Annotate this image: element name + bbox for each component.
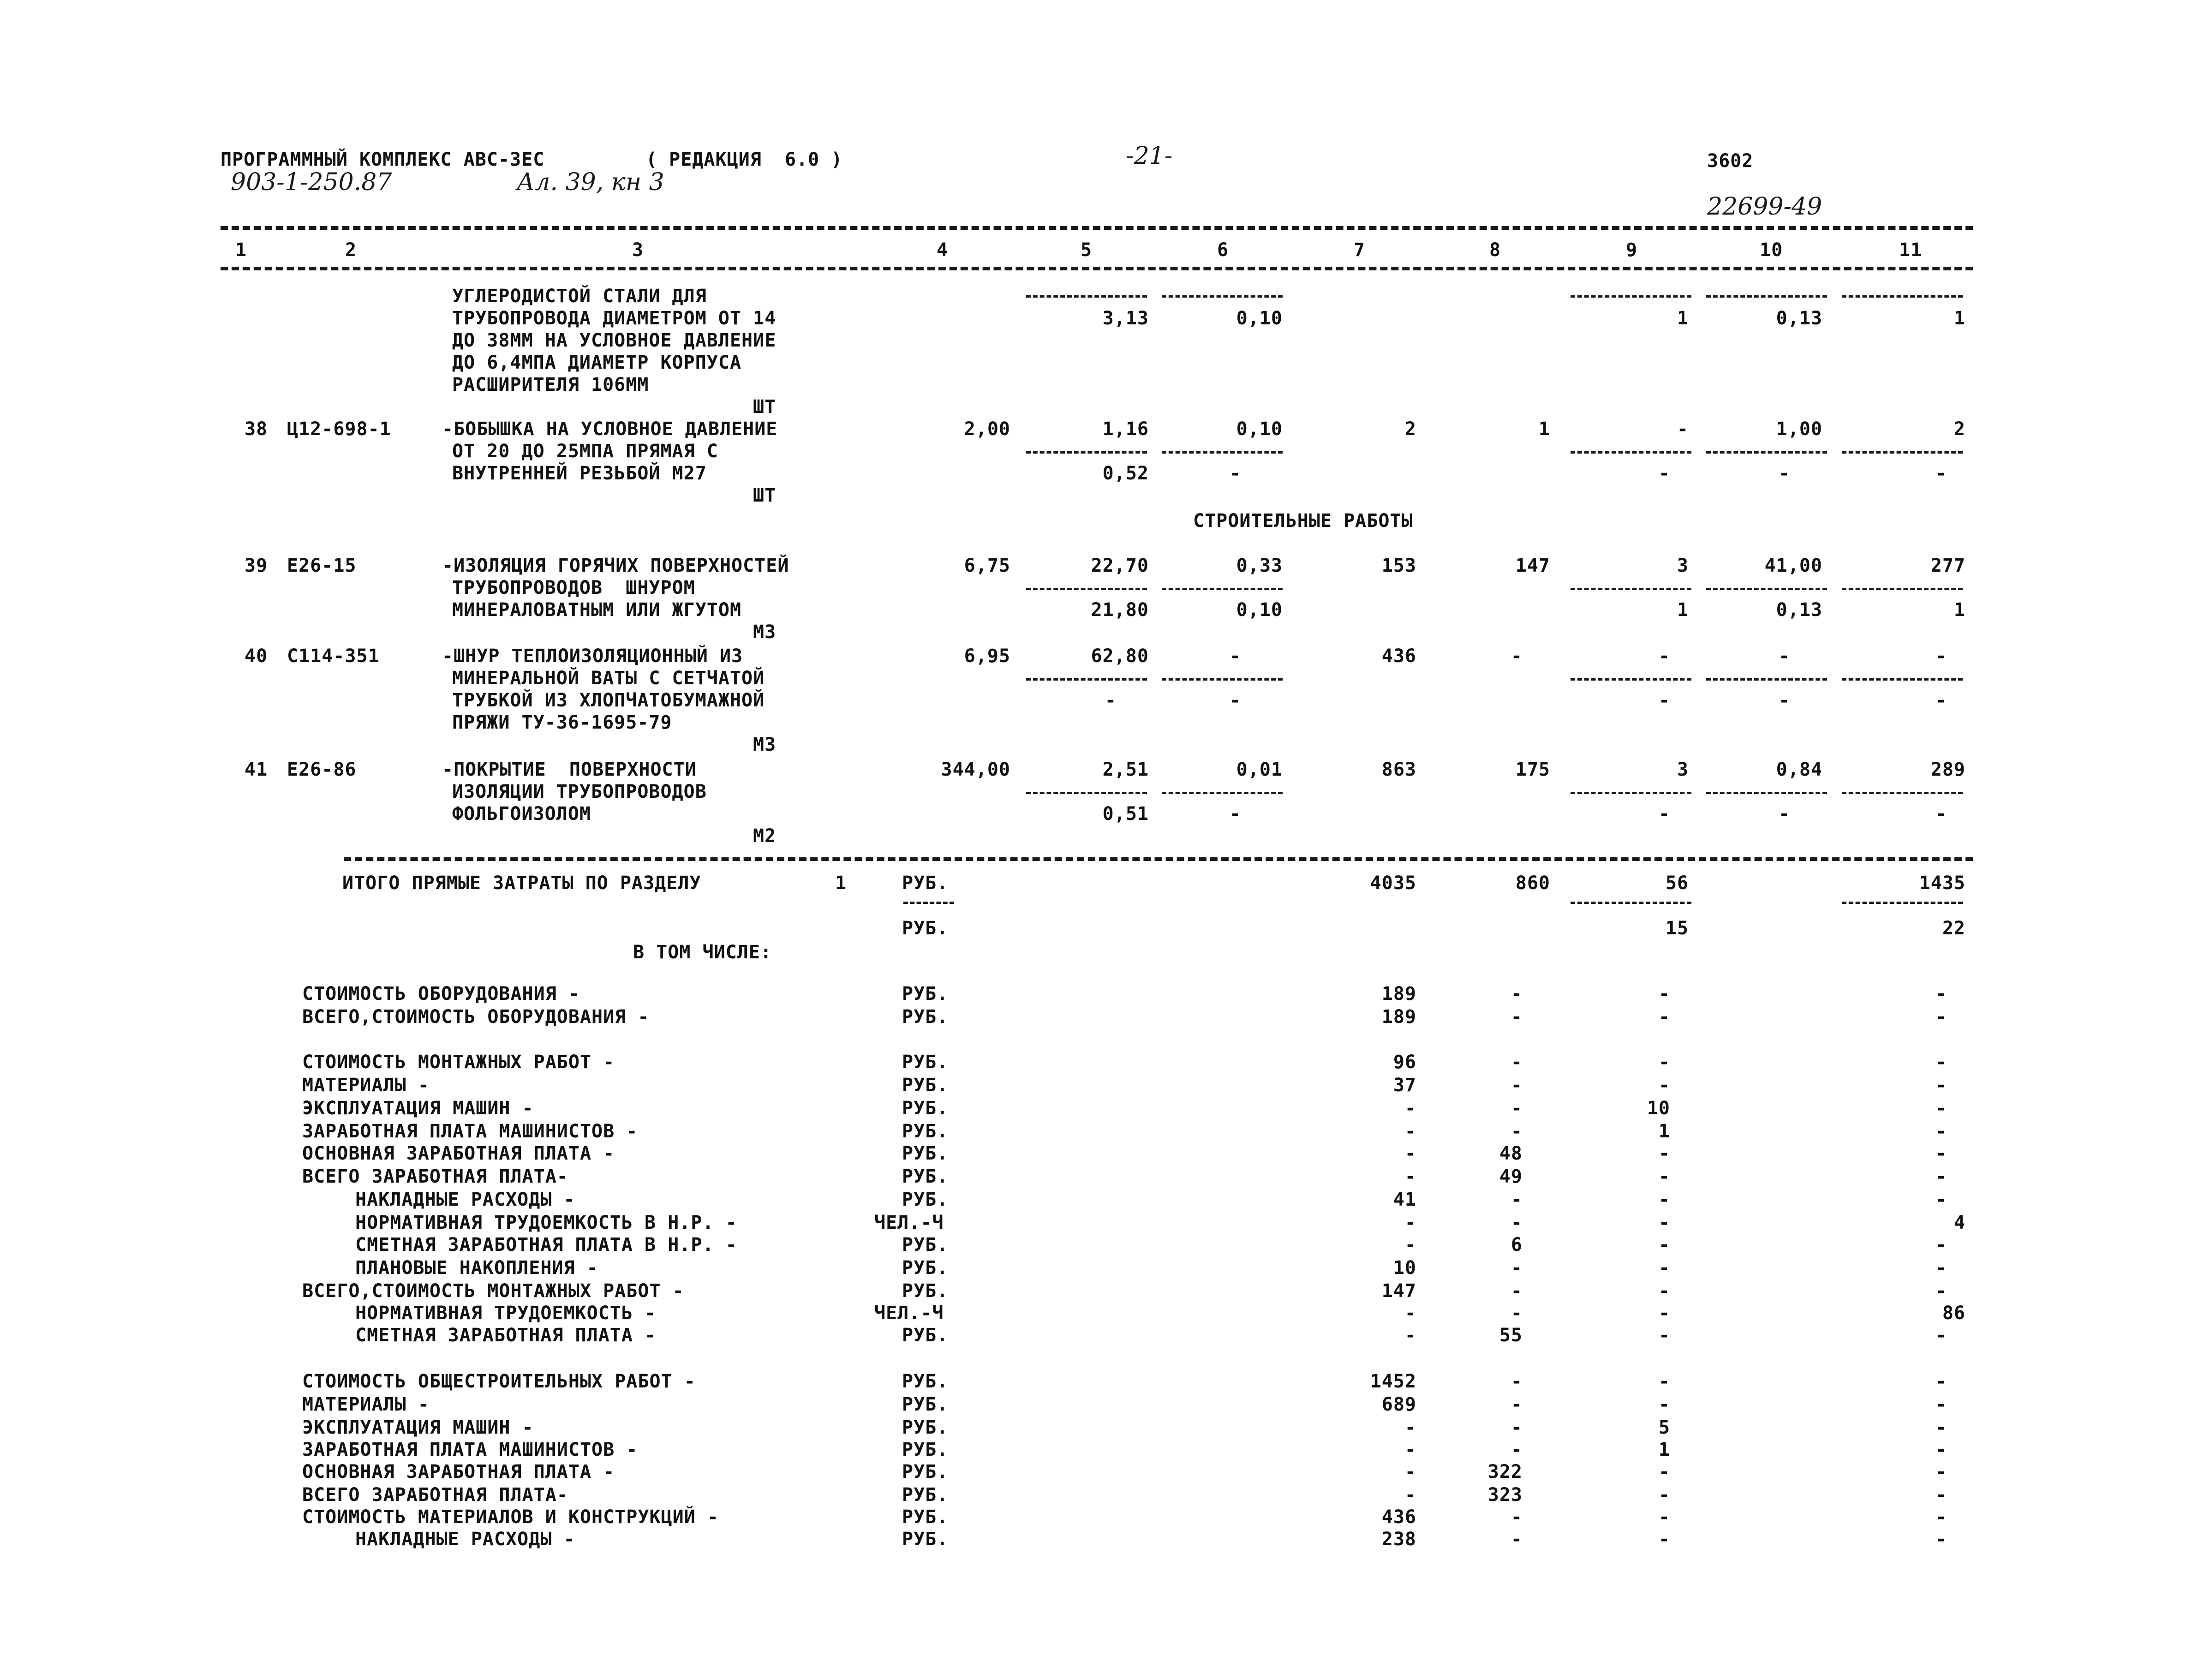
row38-desc-1: -БОБЫШКА НА УСЛОВНОЕ ДАВЛЕНИЕ bbox=[442, 419, 778, 440]
total-unit-b: РУБ. bbox=[902, 918, 949, 939]
row40-col11: - bbox=[1935, 646, 1947, 667]
document-code: 3602 bbox=[1707, 150, 1754, 172]
summary-unit: РУБ. bbox=[902, 1507, 949, 1528]
row40-rule-11 bbox=[1842, 678, 1963, 681]
row40-col4: 6,95 bbox=[964, 646, 1010, 667]
summary-col7: 41 bbox=[1393, 1189, 1416, 1210]
row39-unit: М3 bbox=[753, 622, 776, 643]
row38-col10-b: - bbox=[1778, 463, 1790, 484]
summary-col7: 96 bbox=[1393, 1052, 1416, 1073]
row39-col7: 153 bbox=[1381, 555, 1416, 576]
section-title: СТРОИТЕЛЬНЫЕ РАБОТЫ bbox=[1193, 510, 1413, 532]
summary-col8: - bbox=[1511, 1371, 1523, 1392]
summary-col9: - bbox=[1658, 1075, 1670, 1096]
row39-rule-6 bbox=[1162, 588, 1283, 590]
row38-rule-9 bbox=[1571, 451, 1691, 454]
row37-col10-b: 0,13 bbox=[1776, 308, 1822, 329]
summary-unit: РУБ. bbox=[902, 1098, 949, 1119]
summary-col7: - bbox=[1404, 1121, 1416, 1142]
summary-label: МАТЕРИАЛЫ - bbox=[302, 1075, 430, 1096]
row41-code: Е26-86 bbox=[287, 759, 357, 780]
summary-col9: - bbox=[1658, 1371, 1670, 1392]
summary-col11: - bbox=[1935, 983, 1947, 1004]
summary-col8: - bbox=[1511, 1121, 1523, 1142]
row38-rule-11 bbox=[1842, 451, 1963, 454]
summary-col11: - bbox=[1935, 1461, 1947, 1483]
row38-col6-b: - bbox=[1229, 463, 1241, 484]
including-label: В ТОМ ЧИСЛЕ: bbox=[633, 942, 772, 963]
row40-col5-b: - bbox=[1105, 690, 1117, 711]
row40-rule-9 bbox=[1571, 678, 1691, 681]
header-rule-bottom bbox=[221, 267, 1973, 270]
summary-col8: - bbox=[1511, 1394, 1523, 1415]
header-rule-top bbox=[221, 226, 1973, 230]
col-header-10: 10 bbox=[1760, 239, 1783, 261]
summary-col8: - bbox=[1511, 1303, 1523, 1324]
summary-col7: 436 bbox=[1381, 1507, 1416, 1528]
summary-col9: - bbox=[1658, 1303, 1670, 1324]
summary-col11: - bbox=[1935, 1280, 1947, 1302]
summary-label: СТОИМОСТЬ ОБЩЕСТРОИТЕЛЬНЫХ РАБОТ - bbox=[302, 1371, 696, 1392]
summary-label: НОРМАТИВНАЯ ТРУДОЕМКОСТЬ В Н.Р. - bbox=[355, 1212, 737, 1233]
row39-col10: 41,00 bbox=[1764, 555, 1822, 576]
summary-col8: 55 bbox=[1499, 1325, 1523, 1346]
total-col7: 4035 bbox=[1370, 873, 1416, 894]
row39-number: 39 bbox=[245, 555, 268, 576]
summary-unit: РУБ. bbox=[902, 1234, 949, 1256]
summary-col11: - bbox=[1935, 1234, 1947, 1256]
summary-unit: ЧЕЛ.-Ч bbox=[874, 1303, 944, 1324]
summary-col9: 1 bbox=[1658, 1121, 1670, 1142]
summary-col8: - bbox=[1511, 1212, 1523, 1233]
register-number-handwritten: 22699-49 bbox=[1707, 193, 1822, 221]
summary-col11: - bbox=[1935, 1075, 1947, 1096]
summary-col8: - bbox=[1511, 1439, 1523, 1460]
page-number: -21- bbox=[1126, 142, 1173, 170]
total-col9: 56 bbox=[1665, 873, 1689, 894]
summary-unit: РУБ. bbox=[902, 1529, 949, 1550]
summary-col11: - bbox=[1935, 1507, 1947, 1528]
row38-col8: 1 bbox=[1538, 419, 1550, 440]
summary-label: СТОИМОСТЬ ОБОРУДОВАНИЯ - bbox=[302, 983, 580, 1004]
col-header-8: 8 bbox=[1489, 239, 1501, 261]
row41-rule-9 bbox=[1571, 792, 1691, 794]
summary-unit: РУБ. bbox=[902, 1006, 949, 1028]
summary-unit: РУБ. bbox=[902, 1461, 949, 1483]
row39-col5-b: 21,80 bbox=[1091, 599, 1149, 621]
summary-col11: - bbox=[1935, 1143, 1947, 1164]
summary-col11: 86 bbox=[1942, 1303, 1965, 1324]
row37-rule-6 bbox=[1162, 295, 1283, 298]
summary-col7: - bbox=[1404, 1303, 1416, 1324]
col-header-4: 4 bbox=[937, 239, 949, 261]
row40-col8: - bbox=[1511, 646, 1523, 667]
summary-col8: 48 bbox=[1499, 1143, 1523, 1164]
row40-col10: - bbox=[1778, 646, 1790, 667]
summary-col11: - bbox=[1935, 1371, 1947, 1392]
row38-desc-3: ВНУТРЕННЕЙ РЕЗЬБОЙ М27 bbox=[452, 463, 707, 484]
row40-col10-b: - bbox=[1778, 690, 1790, 711]
summary-col7: - bbox=[1404, 1143, 1416, 1164]
summary-col11: 4 bbox=[1953, 1212, 1965, 1233]
row38-col11-b: - bbox=[1935, 463, 1947, 484]
row38-col4: 2,00 bbox=[964, 419, 1010, 440]
total-rule-11 bbox=[1842, 902, 1963, 904]
total-rule-9 bbox=[1571, 902, 1691, 904]
summary-label: ОСНОВНАЯ ЗАРАБОТНАЯ ПЛАТА - bbox=[302, 1143, 615, 1164]
summary-col9: 5 bbox=[1658, 1417, 1670, 1438]
row37-desc-4: ДО 6,4МПА ДИАМЕТР КОРПУСА bbox=[452, 352, 742, 373]
row41-rule-5 bbox=[1026, 792, 1147, 794]
summary-unit: РУБ. bbox=[902, 1325, 949, 1346]
row39-col8: 147 bbox=[1515, 555, 1550, 576]
row38-desc-2: ОТ 20 ДО 25МПА ПРЯМАЯ С bbox=[452, 441, 718, 462]
summary-col8: - bbox=[1511, 1098, 1523, 1119]
total-rule bbox=[344, 857, 1973, 861]
row39-col11-b: 1 bbox=[1953, 599, 1965, 621]
row41-col10: 0,84 bbox=[1776, 759, 1822, 780]
summary-col8: - bbox=[1511, 1507, 1523, 1528]
col-header-2: 2 bbox=[345, 239, 357, 261]
row40-col11-b: - bbox=[1935, 690, 1947, 711]
col-header-11: 11 bbox=[1899, 239, 1923, 261]
row39-col9: 3 bbox=[1677, 555, 1689, 576]
row38-col6: 0,10 bbox=[1236, 419, 1283, 440]
row39-col4: 6,75 bbox=[964, 555, 1010, 576]
row41-desc-3: ФОЛЬГОИЗОЛОМ bbox=[452, 803, 591, 825]
summary-label: СМЕТНАЯ ЗАРАБОТНАЯ ПЛАТА В Н.Р. - bbox=[355, 1234, 737, 1256]
summary-col11: - bbox=[1935, 1006, 1947, 1028]
summary-col11: - bbox=[1935, 1439, 1947, 1460]
summary-col9: - bbox=[1658, 1234, 1670, 1256]
total-col9-b: 15 bbox=[1665, 918, 1689, 939]
total-label: ИТОГО ПРЯМЫЕ ЗАТРАТЫ ПО РАЗДЕЛУ bbox=[342, 873, 701, 894]
summary-col8: - bbox=[1511, 1529, 1523, 1550]
summary-unit: РУБ. bbox=[902, 1052, 949, 1073]
row38-col11: 2 bbox=[1953, 419, 1965, 440]
summary-col7: - bbox=[1404, 1461, 1416, 1483]
row40-rule-5 bbox=[1026, 678, 1147, 681]
summary-col11: - bbox=[1935, 1098, 1947, 1119]
summary-unit: РУБ. bbox=[902, 1417, 949, 1438]
summary-col8: 322 bbox=[1487, 1461, 1523, 1483]
row41-col9-b: - bbox=[1658, 803, 1670, 825]
album-number-handwritten: Ал. 39, кн 3 bbox=[517, 168, 664, 196]
summary-col11: - bbox=[1935, 1166, 1947, 1187]
row39-desc-3: МИНЕРАЛОВАТНЫМ ИЛИ ЖГУТОМ bbox=[452, 599, 742, 621]
col-header-6: 6 bbox=[1217, 239, 1229, 261]
row38-col5-b: 0,52 bbox=[1102, 463, 1149, 484]
row37-rule-5 bbox=[1026, 295, 1147, 298]
program-title: ПРОГРАММНЫЙ КОМПЛЕКС АВС-ЗЕС bbox=[221, 149, 545, 170]
summary-label: НОРМАТИВНАЯ ТРУДОЕМКОСТЬ - bbox=[355, 1303, 657, 1324]
row41-col4: 344,00 bbox=[941, 759, 1010, 780]
summary-col7: - bbox=[1404, 1212, 1416, 1233]
row37-rule-9 bbox=[1571, 295, 1691, 298]
summary-col9: 10 bbox=[1647, 1098, 1670, 1119]
row38-rule-5 bbox=[1026, 451, 1147, 454]
row41-desc-2: ИЗОЛЯЦИИ ТРУБОПРОВОДОВ bbox=[452, 781, 707, 802]
summary-label: НАКЛАДНЫЕ РАСХОДЫ - bbox=[355, 1529, 575, 1550]
summary-label: ПЛАНОВЫЕ НАКОПЛЕНИЯ - bbox=[355, 1257, 598, 1279]
row40-desc-3: ТРУБКОЙ ИЗ ХЛОПЧАТОБУМАЖНОЙ bbox=[452, 690, 765, 711]
row41-col6-b: - bbox=[1229, 803, 1241, 825]
row39-col9-b: 1 bbox=[1677, 599, 1689, 621]
row38-unit: ШТ bbox=[753, 485, 776, 506]
summary-col11: - bbox=[1935, 1052, 1947, 1073]
total-unit: РУБ. bbox=[902, 873, 949, 894]
summary-unit: РУБ. bbox=[902, 1143, 949, 1164]
row39-desc-1: -ИЗОЛЯЦИЯ ГОРЯЧИХ ПОВЕРХНОСТЕЙ bbox=[442, 555, 789, 576]
summary-unit: РУБ. bbox=[902, 1280, 949, 1302]
summary-col8: - bbox=[1511, 1417, 1523, 1438]
edition-label: ( РЕДАКЦИЯ 6.0 ) bbox=[646, 149, 843, 170]
row41-desc-1: -ПОКРЫТИЕ ПОВЕРХНОСТИ bbox=[442, 759, 697, 780]
summary-col9: - bbox=[1658, 983, 1670, 1004]
row40-unit: М3 bbox=[753, 734, 776, 755]
summary-label: ВСЕГО,СТОИМОСТЬ ОБОРУДОВАНИЯ - bbox=[302, 1006, 650, 1028]
col-header-9: 9 bbox=[1626, 239, 1638, 261]
row37-col9-b: 1 bbox=[1677, 308, 1689, 329]
summary-col11: - bbox=[1935, 1257, 1947, 1279]
row40-desc-4: ПРЯЖИ ТУ-36-1695-79 bbox=[452, 712, 672, 733]
summary-label: ЭКСПЛУАТАЦИЯ МАШИН - bbox=[302, 1417, 534, 1438]
summary-label: ВСЕГО ЗАРАБОТНАЯ ПЛАТА- bbox=[302, 1484, 568, 1506]
total-col11: 1435 bbox=[1919, 873, 1965, 894]
col-header-5: 5 bbox=[1081, 239, 1093, 261]
row39-col6: 0,33 bbox=[1236, 555, 1283, 576]
row39-col11: 277 bbox=[1930, 555, 1965, 576]
row40-desc-2: МИНЕРАЛЬНОЙ ВАТЫ С СЕТЧАТОЙ bbox=[452, 668, 765, 689]
summary-col7: - bbox=[1404, 1234, 1416, 1256]
summary-col9: - bbox=[1658, 1461, 1670, 1483]
summary-unit: РУБ. bbox=[902, 1166, 949, 1187]
summary-col7: 189 bbox=[1381, 983, 1416, 1004]
summary-label: ЗАРАБОТНАЯ ПЛАТА МАШИНИСТОВ - bbox=[302, 1439, 638, 1460]
row40-col5: 62,80 bbox=[1091, 646, 1149, 667]
row39-desc-2: ТРУБОПРОВОДОВ ШНУРОМ bbox=[452, 577, 695, 598]
summary-col9: - bbox=[1658, 1484, 1670, 1506]
row39-col5: 22,70 bbox=[1091, 555, 1149, 576]
row39-rule-5 bbox=[1026, 588, 1147, 590]
row40-desc-1: -ШНУР ТЕПЛОИЗОЛЯЦИОННЫЙ ИЗ bbox=[442, 646, 743, 667]
summary-label: НАКЛАДНЫЕ РАСХОДЫ - bbox=[355, 1189, 575, 1210]
row38-code: Ц12-698-1 bbox=[287, 419, 391, 440]
summary-label: СТОИМОСТЬ МОНТАЖНЫХ РАБОТ - bbox=[302, 1052, 615, 1073]
summary-col8: 6 bbox=[1511, 1234, 1523, 1256]
summary-label: СМЕТНАЯ ЗАРАБОТНАЯ ПЛАТА - bbox=[355, 1325, 657, 1346]
row40-col7: 436 bbox=[1381, 646, 1416, 667]
summary-unit: РУБ. bbox=[902, 1439, 949, 1460]
row41-col5: 2,51 bbox=[1102, 759, 1149, 780]
summary-unit: РУБ. bbox=[902, 1394, 949, 1415]
summary-col7: 689 bbox=[1381, 1394, 1416, 1415]
summary-label: ЗАРАБОТНАЯ ПЛАТА МАШИНИСТОВ - bbox=[302, 1121, 638, 1142]
summary-col8: - bbox=[1511, 1257, 1523, 1279]
row41-rule-6 bbox=[1162, 792, 1283, 794]
row37-desc-3: ДО 38ММ НА УСЛОВНОЕ ДАВЛЕНИЕ bbox=[452, 330, 776, 351]
summary-unit: РУБ. bbox=[902, 1075, 949, 1096]
row41-number: 41 bbox=[245, 759, 268, 780]
row41-unit: М2 bbox=[753, 825, 776, 847]
row38-rule-6 bbox=[1162, 451, 1283, 454]
row39-rule-10 bbox=[1706, 588, 1827, 590]
summary-label: МАТЕРИАЛЫ - bbox=[302, 1394, 430, 1415]
row40-col6-b: - bbox=[1229, 690, 1241, 711]
row37-col11-b: 1 bbox=[1953, 308, 1965, 329]
total-unit-rule bbox=[903, 902, 954, 904]
row40-number: 40 bbox=[245, 646, 268, 667]
summary-col9: - bbox=[1658, 1325, 1670, 1346]
summary-col11: - bbox=[1935, 1325, 1947, 1346]
summary-col7: 147 bbox=[1381, 1280, 1416, 1302]
summary-col7: 1452 bbox=[1370, 1371, 1416, 1392]
summary-col11: - bbox=[1935, 1484, 1947, 1506]
row41-col8: 175 bbox=[1515, 759, 1550, 780]
summary-col9: 1 bbox=[1658, 1439, 1670, 1460]
summary-unit: РУБ. bbox=[902, 1189, 949, 1210]
summary-unit: ЧЕЛ.-Ч bbox=[874, 1212, 944, 1233]
summary-col9: - bbox=[1658, 1507, 1670, 1528]
col-header-3: 3 bbox=[632, 239, 644, 261]
summary-col7: 37 bbox=[1393, 1075, 1416, 1096]
summary-col7: - bbox=[1404, 1325, 1416, 1346]
row38-col9: - bbox=[1677, 419, 1689, 440]
row37-col5-b: 3,13 bbox=[1102, 308, 1149, 329]
row41-rule-11 bbox=[1842, 792, 1963, 794]
summary-col7: - bbox=[1404, 1166, 1416, 1187]
row38-number: 38 bbox=[245, 419, 268, 440]
row40-code: С114-351 bbox=[287, 646, 380, 667]
summary-col7: 189 bbox=[1381, 1006, 1416, 1028]
row41-col11-b: - bbox=[1935, 803, 1947, 825]
summary-col8: - bbox=[1511, 983, 1523, 1004]
row39-code: Е26-15 bbox=[287, 555, 357, 576]
summary-col8: - bbox=[1511, 1280, 1523, 1302]
summary-label: ОСНОВНАЯ ЗАРАБОТНАЯ ПЛАТА - bbox=[302, 1461, 615, 1483]
row37-desc-2: ТРУБОПРОВОДА ДИАМЕТРОМ ОТ 14 bbox=[452, 308, 776, 329]
summary-col8: - bbox=[1511, 1075, 1523, 1096]
row40-rule-10 bbox=[1706, 678, 1827, 681]
row37-desc-1: УГЛЕРОДИСТОЙ СТАЛИ ДЛЯ bbox=[452, 286, 707, 307]
row37-col6-b: 0,10 bbox=[1236, 308, 1283, 329]
summary-col9: - bbox=[1658, 1257, 1670, 1279]
row41-col7: 863 bbox=[1381, 759, 1416, 780]
col-header-7: 7 bbox=[1354, 239, 1366, 261]
row39-rule-9 bbox=[1571, 588, 1691, 590]
row38-col9-b: - bbox=[1658, 463, 1670, 484]
total-col8: 860 bbox=[1515, 873, 1550, 894]
summary-col9: - bbox=[1658, 1189, 1670, 1210]
row41-col10-b: - bbox=[1778, 803, 1790, 825]
row38-col10: 1,00 bbox=[1776, 419, 1822, 440]
summary-col7: - bbox=[1404, 1417, 1416, 1438]
summary-col11: - bbox=[1935, 1529, 1947, 1550]
summary-label: ЭКСПЛУАТАЦИЯ МАШИН - bbox=[302, 1098, 534, 1119]
summary-col11: - bbox=[1935, 1189, 1947, 1210]
summary-label: ВСЕГО,СТОИМОСТЬ МОНТАЖНЫХ РАБОТ - bbox=[302, 1280, 684, 1302]
row37-unit: ШТ bbox=[753, 396, 776, 418]
row37-desc-5: РАСШИРИТЕЛЯ 106ММ bbox=[452, 374, 649, 395]
total-section-number: 1 bbox=[835, 873, 847, 894]
row40-col6: - bbox=[1229, 646, 1241, 667]
summary-unit: РУБ. bbox=[902, 983, 949, 1004]
summary-col8: 49 bbox=[1499, 1166, 1523, 1187]
summary-unit: РУБ. bbox=[902, 1121, 949, 1142]
summary-col8: - bbox=[1511, 1006, 1523, 1028]
summary-col9: - bbox=[1658, 1143, 1670, 1164]
row41-col6: 0,01 bbox=[1236, 759, 1283, 780]
summary-col9: - bbox=[1658, 1280, 1670, 1302]
summary-col7: 10 bbox=[1393, 1257, 1416, 1279]
row39-col6-b: 0,10 bbox=[1236, 599, 1283, 621]
row39-rule-11 bbox=[1842, 588, 1963, 590]
summary-col9: - bbox=[1658, 1006, 1670, 1028]
summary-col7: - bbox=[1404, 1098, 1416, 1119]
summary-col7: - bbox=[1404, 1484, 1416, 1506]
row40-col9-b: - bbox=[1658, 690, 1670, 711]
row41-rule-10 bbox=[1706, 792, 1827, 794]
summary-col9: - bbox=[1658, 1394, 1670, 1415]
row40-rule-6 bbox=[1162, 678, 1283, 681]
summary-col11: - bbox=[1935, 1417, 1947, 1438]
summary-label: ВСЕГО ЗАРАБОТНАЯ ПЛАТА- bbox=[302, 1166, 568, 1187]
summary-col8: - bbox=[1511, 1052, 1523, 1073]
row41-col5-b: 0,51 bbox=[1102, 803, 1149, 825]
summary-col9: - bbox=[1658, 1212, 1670, 1233]
summary-col9: - bbox=[1658, 1166, 1670, 1187]
summary-label: СТОИМОСТЬ МАТЕРИАЛОВ И КОНСТРУКЦИЙ - bbox=[302, 1507, 719, 1528]
summary-col8: 323 bbox=[1487, 1484, 1523, 1506]
summary-col8: - bbox=[1511, 1189, 1523, 1210]
summary-unit: РУБ. bbox=[902, 1257, 949, 1279]
row41-col11: 289 bbox=[1930, 759, 1965, 780]
summary-col9: - bbox=[1658, 1529, 1670, 1550]
row38-rule-10 bbox=[1706, 451, 1827, 454]
row39-col10-b: 0,13 bbox=[1776, 599, 1822, 621]
row37-rule-11 bbox=[1842, 295, 1963, 298]
summary-unit: РУБ. bbox=[902, 1484, 949, 1506]
summary-unit: РУБ. bbox=[902, 1371, 949, 1392]
row41-col9: 3 bbox=[1677, 759, 1689, 780]
summary-col9: - bbox=[1658, 1052, 1670, 1073]
project-number-handwritten: 903-1-250.87 bbox=[231, 168, 392, 196]
summary-col7: - bbox=[1404, 1439, 1416, 1460]
row37-rule-10 bbox=[1706, 295, 1827, 298]
row38-col5: 1,16 bbox=[1102, 419, 1149, 440]
summary-col11: - bbox=[1935, 1394, 1947, 1415]
summary-col7: 238 bbox=[1381, 1529, 1416, 1550]
summary-col11: - bbox=[1935, 1121, 1947, 1142]
col-header-1: 1 bbox=[235, 239, 247, 261]
row38-col7: 2 bbox=[1404, 419, 1416, 440]
row40-col9: - bbox=[1658, 646, 1670, 667]
total-col11-b: 22 bbox=[1942, 918, 1965, 939]
